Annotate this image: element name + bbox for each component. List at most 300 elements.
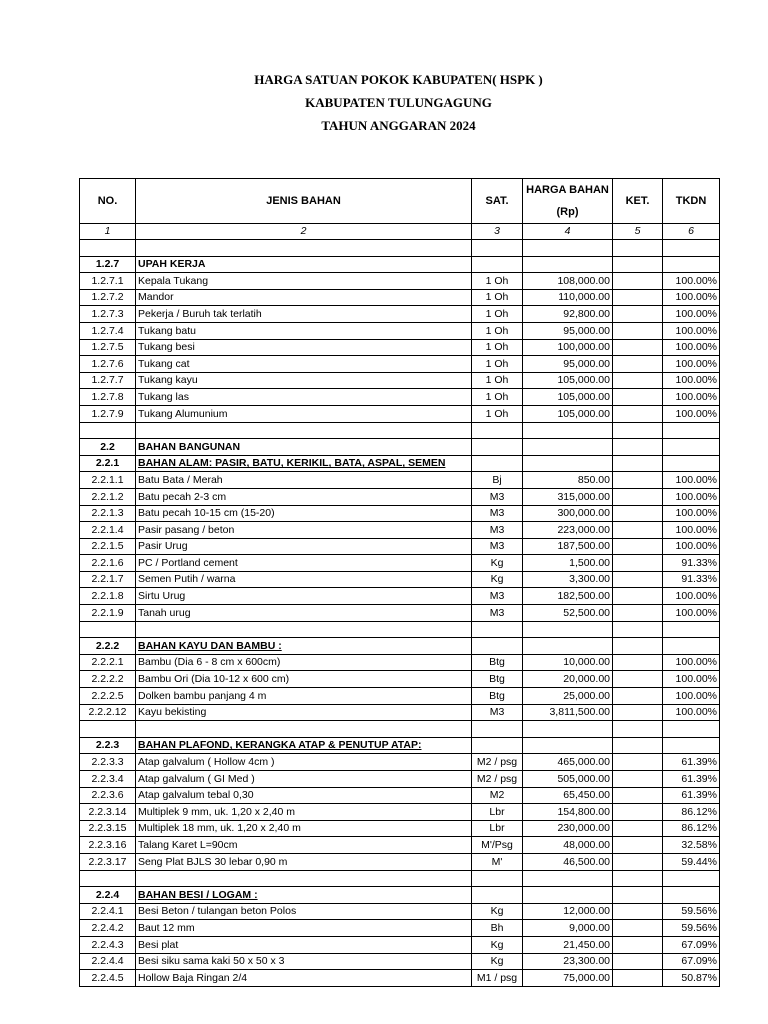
cell-harga: [523, 256, 613, 273]
cell-sat: M2 / psg: [472, 771, 523, 788]
blank-row: [80, 621, 720, 638]
cell-tkdn: [663, 439, 720, 456]
table-row: [80, 538, 720, 555]
cell-harga: 505,000.00: [523, 771, 613, 788]
cell-sat: Btg: [472, 654, 523, 671]
cell-ket: [613, 372, 663, 389]
table-row: [80, 953, 720, 970]
cell-ket: [613, 422, 663, 439]
document-subtitle-region: KABUPATEN TULUNGAGUNG: [305, 95, 492, 110]
cell-no: 2.2.3.14: [80, 804, 136, 821]
section-title: BAHAN ALAM: PASIR, BATU, KERIKIL, BATA, ASPAL, SEMEN: [136, 455, 472, 472]
cell-jenis: Sirtu Urug: [136, 588, 472, 605]
cell-harga: 315,000.00: [523, 488, 613, 505]
cell-sat: [472, 721, 523, 738]
document-header: [0, 68, 768, 137]
cell-ket: [613, 688, 663, 705]
cell-tkdn: [663, 638, 720, 655]
cell-harga: 100,000.00: [523, 339, 613, 356]
header-harga-unit: (Rp): [556, 206, 579, 218]
table-row: [80, 488, 720, 505]
cell-no: 2.2.1.1: [80, 472, 136, 489]
table-row: [80, 605, 720, 622]
cell-harga: 850.00: [523, 472, 613, 489]
cell-harga: 46,500.00: [523, 853, 613, 870]
cell-ket: [613, 389, 663, 406]
cell-jenis: Semen Putih / warna: [136, 571, 472, 588]
cell-jenis: Kayu bekisting: [136, 704, 472, 721]
cell-ket: [613, 621, 663, 638]
cell-tkdn: 50.87%: [663, 970, 720, 987]
cell-harga: [523, 240, 613, 257]
cell-tkdn: [663, 887, 720, 904]
cell-harga: [523, 422, 613, 439]
cell-no: 1.2.7.8: [80, 389, 136, 406]
cell-jenis: [136, 721, 472, 738]
cell-sat: Lbr: [472, 804, 523, 821]
cell-sat: Btg: [472, 671, 523, 688]
cell-sat: Bh: [472, 920, 523, 937]
cell-harga: 52,500.00: [523, 605, 613, 622]
header-no: NO.: [80, 179, 136, 224]
cell-no: 2.2.3.3: [80, 754, 136, 771]
cell-ket: [613, 754, 663, 771]
table-row: [80, 804, 720, 821]
cell-jenis: Seng Plat BJLS 30 lebar 0,90 m: [136, 853, 472, 870]
cell-no: 2.2.1.5: [80, 538, 136, 555]
cell-harga: 465,000.00: [523, 754, 613, 771]
cell-harga: 9,000.00: [523, 920, 613, 937]
cell-sat: M3: [472, 538, 523, 555]
table-row: [80, 405, 720, 422]
cell-ket: [613, 522, 663, 539]
table-row: [80, 571, 720, 588]
document-title: HARGA SATUAN POKOK KABUPATEN( HSPK ): [254, 72, 543, 87]
table-row: [80, 704, 720, 721]
cell-sat: M3: [472, 522, 523, 539]
table-row: [80, 654, 720, 671]
cell-ket: [613, 289, 663, 306]
cell-ket: [613, 737, 663, 754]
cell-sat: 1 Oh: [472, 289, 523, 306]
section-row: [80, 887, 720, 904]
header-jenis-bahan: JENIS BAHAN: [136, 179, 472, 224]
cell-tkdn: 100.00%: [663, 488, 720, 505]
table-row: [80, 787, 720, 804]
cell-no: 2.2.3.6: [80, 787, 136, 804]
cell-no: 2.2.3.16: [80, 837, 136, 854]
cell-harga: 223,000.00: [523, 522, 613, 539]
cell-ket: [613, 671, 663, 688]
cell-ket: [613, 555, 663, 572]
cell-jenis: Dolken bambu panjang 4 m: [136, 688, 472, 705]
cell-jenis: Tukang batu: [136, 322, 472, 339]
cell-ket: [613, 787, 663, 804]
cell-no: 1.2.7.7: [80, 372, 136, 389]
cell-no: 2.2.2.1: [80, 654, 136, 671]
cell-harga: 25,000.00: [523, 688, 613, 705]
cell-ket: [613, 588, 663, 605]
section-row: [80, 256, 720, 273]
cell-no: 1.2.7.4: [80, 322, 136, 339]
section-row: [80, 439, 720, 456]
cell-jenis: Baut 12 mm: [136, 920, 472, 937]
cell-harga: 12,000.00: [523, 903, 613, 920]
cell-ket: [613, 439, 663, 456]
cell-no: 1.2.7.2: [80, 289, 136, 306]
cell-tkdn: [663, 240, 720, 257]
cell-no: [80, 870, 136, 887]
cell-no: 2.2.4.2: [80, 920, 136, 937]
document-subtitle-year: TAHUN ANGGARAN 2024: [321, 118, 476, 133]
cell-jenis: Bambu Ori (Dia 10-12 x 600 cm): [136, 671, 472, 688]
cell-no: 2.2: [80, 439, 136, 456]
cell-harga: [523, 870, 613, 887]
cell-sat: Kg: [472, 903, 523, 920]
cell-jenis: Batu pecah 2-3 cm: [136, 488, 472, 505]
table-row: [80, 837, 720, 854]
cell-jenis: Multiplek 18 mm, uk. 1,20 x 2,40 m: [136, 820, 472, 837]
table-row: [80, 339, 720, 356]
cell-no: 1.2.7.6: [80, 356, 136, 373]
section-title: BAHAN BANGUNAN: [136, 439, 472, 456]
cell-tkdn: 100.00%: [663, 289, 720, 306]
cell-jenis: Tukang Alumunium: [136, 405, 472, 422]
table-row: [80, 372, 720, 389]
cell-no: 2.2.4.5: [80, 970, 136, 987]
cell-ket: [613, 721, 663, 738]
cell-sat: M3: [472, 588, 523, 605]
table-row: [80, 588, 720, 605]
cell-tkdn: 100.00%: [663, 522, 720, 539]
table-row: [80, 472, 720, 489]
header-keterangan: KET.: [613, 179, 663, 224]
cell-no: 2.2.3.15: [80, 820, 136, 837]
cell-sat: M2 / psg: [472, 754, 523, 771]
cell-no: 2.2.4.3: [80, 936, 136, 953]
cell-jenis: Pasir Urug: [136, 538, 472, 555]
cell-no: 2.2.1.7: [80, 571, 136, 588]
cell-jenis: Batu Bata / Merah: [136, 472, 472, 489]
cell-tkdn: 100.00%: [663, 273, 720, 290]
table-row: [80, 356, 720, 373]
cell-tkdn: 100.00%: [663, 372, 720, 389]
table-body: [80, 240, 720, 987]
table-row: [80, 754, 720, 771]
cell-tkdn: 100.00%: [663, 654, 720, 671]
cell-ket: [613, 538, 663, 555]
cell-no: 1.2.7.9: [80, 405, 136, 422]
cell-ket: [613, 405, 663, 422]
blank-row: [80, 240, 720, 257]
cell-jenis: Mandor: [136, 289, 472, 306]
section-title: BAHAN BESI / LOGAM :: [136, 887, 472, 904]
cell-tkdn: 61.39%: [663, 771, 720, 788]
table-row: [80, 322, 720, 339]
blank-row: [80, 721, 720, 738]
cell-harga: 105,000.00: [523, 405, 613, 422]
cell-sat: M'/Psg: [472, 837, 523, 854]
cell-jenis: PC / Portland cement: [136, 555, 472, 572]
table-row: [80, 389, 720, 406]
column-number: 6: [663, 224, 720, 240]
cell-harga: 110,000.00: [523, 289, 613, 306]
cell-ket: [613, 339, 663, 356]
cell-no: [80, 240, 136, 257]
cell-sat: M2: [472, 787, 523, 804]
cell-no: 2.2.2.12: [80, 704, 136, 721]
cell-tkdn: 32.58%: [663, 837, 720, 854]
cell-harga: [523, 887, 613, 904]
cell-sat: Bj: [472, 472, 523, 489]
cell-no: 2.2.1.4: [80, 522, 136, 539]
cell-sat: Kg: [472, 953, 523, 970]
cell-no: 2.2.1.2: [80, 488, 136, 505]
cell-sat: [472, 621, 523, 638]
cell-harga: [523, 721, 613, 738]
cell-sat: 1 Oh: [472, 306, 523, 323]
cell-sat: M3: [472, 488, 523, 505]
cell-ket: [613, 970, 663, 987]
cell-sat: Btg: [472, 688, 523, 705]
cell-harga: 21,450.00: [523, 936, 613, 953]
header-harga-label: HARGA BAHAN: [526, 184, 609, 196]
cell-jenis: Atap galvalum tebal 0,30: [136, 787, 472, 804]
cell-sat: 1 Oh: [472, 389, 523, 406]
cell-tkdn: [663, 455, 720, 472]
cell-tkdn: 100.00%: [663, 356, 720, 373]
cell-sat: M': [472, 853, 523, 870]
cell-sat: [472, 240, 523, 257]
cell-jenis: Besi siku sama kaki 50 x 50 x 3: [136, 953, 472, 970]
cell-sat: [472, 638, 523, 655]
column-number: 2: [136, 224, 472, 240]
cell-sat: 1 Oh: [472, 339, 523, 356]
cell-harga: 23,300.00: [523, 953, 613, 970]
cell-sat: [472, 455, 523, 472]
cell-sat: 1 Oh: [472, 356, 523, 373]
cell-ket: [613, 505, 663, 522]
cell-tkdn: [663, 422, 720, 439]
cell-harga: 230,000.00: [523, 820, 613, 837]
table-row: [80, 522, 720, 539]
cell-tkdn: 100.00%: [663, 605, 720, 622]
cell-sat: 1 Oh: [472, 322, 523, 339]
table-header-row: [80, 179, 720, 224]
cell-harga: 182,500.00: [523, 588, 613, 605]
cell-no: 2.2.1.9: [80, 605, 136, 622]
cell-ket: [613, 804, 663, 821]
cell-no: 2.2.4.1: [80, 903, 136, 920]
cell-no: 2.2.4.4: [80, 953, 136, 970]
table-row: [80, 903, 720, 920]
cell-tkdn: 61.39%: [663, 787, 720, 804]
cell-harga: [523, 638, 613, 655]
cell-ket: [613, 256, 663, 273]
column-number-row: [80, 224, 720, 240]
cell-ket: [613, 306, 663, 323]
cell-harga: 300,000.00: [523, 505, 613, 522]
cell-jenis: Besi Beton / tulangan beton Polos: [136, 903, 472, 920]
table-row: [80, 289, 720, 306]
column-number: 1: [80, 224, 136, 240]
header-satuan: SAT.: [472, 179, 523, 224]
cell-no: 2.2.1.3: [80, 505, 136, 522]
cell-ket: [613, 488, 663, 505]
cell-tkdn: [663, 621, 720, 638]
cell-tkdn: 59.44%: [663, 853, 720, 870]
column-number: 4: [523, 224, 613, 240]
cell-sat: 1 Oh: [472, 273, 523, 290]
cell-harga: 154,800.00: [523, 804, 613, 821]
section-title: BAHAN KAYU DAN BAMBU :: [136, 638, 472, 655]
cell-jenis: Tukang cat: [136, 356, 472, 373]
cell-tkdn: [663, 870, 720, 887]
cell-no: [80, 621, 136, 638]
cell-ket: [613, 887, 663, 904]
cell-ket: [613, 837, 663, 854]
cell-jenis: Hollow Baja Ringan 2/4: [136, 970, 472, 987]
cell-jenis: Tukang besi: [136, 339, 472, 356]
cell-sat: 1 Oh: [472, 405, 523, 422]
cell-tkdn: [663, 721, 720, 738]
section-row: [80, 638, 720, 655]
cell-jenis: [136, 422, 472, 439]
cell-no: 2.2.2.5: [80, 688, 136, 705]
cell-no: 1.2.7.5: [80, 339, 136, 356]
cell-no: 2.2.1.8: [80, 588, 136, 605]
cell-ket: [613, 322, 663, 339]
cell-tkdn: 91.33%: [663, 555, 720, 572]
cell-ket: [613, 240, 663, 257]
cell-sat: M3: [472, 605, 523, 622]
cell-ket: [613, 571, 663, 588]
column-number: 3: [472, 224, 523, 240]
cell-ket: [613, 455, 663, 472]
price-table: [79, 178, 720, 987]
cell-sat: [472, 737, 523, 754]
cell-no: 1.2.7: [80, 256, 136, 273]
table-row: [80, 936, 720, 953]
table-row: [80, 853, 720, 870]
cell-ket: [613, 472, 663, 489]
cell-tkdn: 100.00%: [663, 322, 720, 339]
cell-jenis: Atap galvalum ( Hollow 4cm ): [136, 754, 472, 771]
table-row: [80, 505, 720, 522]
section-title: BAHAN PLAFOND, KERANGKA ATAP & PENUTUP ATAP:: [136, 737, 472, 754]
cell-jenis: Besi plat: [136, 936, 472, 953]
cell-harga: 75,000.00: [523, 970, 613, 987]
cell-harga: 3,811,500.00: [523, 704, 613, 721]
cell-harga: 65,450.00: [523, 787, 613, 804]
cell-tkdn: 100.00%: [663, 671, 720, 688]
cell-ket: [613, 273, 663, 290]
cell-jenis: [136, 621, 472, 638]
cell-ket: [613, 654, 663, 671]
cell-tkdn: 100.00%: [663, 472, 720, 489]
cell-tkdn: 67.09%: [663, 936, 720, 953]
cell-jenis: Pekerja / Buruh tak terlatih: [136, 306, 472, 323]
cell-harga: 105,000.00: [523, 372, 613, 389]
cell-ket: [613, 870, 663, 887]
cell-jenis: Bambu (Dia 6 - 8 cm x 600cm): [136, 654, 472, 671]
cell-no: 2.2.3: [80, 737, 136, 754]
table-row: [80, 273, 720, 290]
table-row: [80, 820, 720, 837]
table-row: [80, 920, 720, 937]
cell-sat: [472, 256, 523, 273]
cell-harga: 10,000.00: [523, 654, 613, 671]
cell-tkdn: 100.00%: [663, 389, 720, 406]
cell-tkdn: 59.56%: [663, 920, 720, 937]
cell-ket: [613, 820, 663, 837]
cell-jenis: Pasir pasang / beton: [136, 522, 472, 539]
cell-jenis: Multiplek 9 mm, uk. 1,20 x 2,40 m: [136, 804, 472, 821]
cell-ket: [613, 953, 663, 970]
cell-tkdn: 86.12%: [663, 820, 720, 837]
cell-harga: 92,800.00: [523, 306, 613, 323]
cell-ket: [613, 771, 663, 788]
cell-sat: [472, 439, 523, 456]
cell-ket: [613, 920, 663, 937]
cell-tkdn: 100.00%: [663, 405, 720, 422]
cell-no: 2.2.3.17: [80, 853, 136, 870]
cell-tkdn: 100.00%: [663, 538, 720, 555]
cell-no: 2.2.1: [80, 455, 136, 472]
blank-row: [80, 422, 720, 439]
cell-sat: [472, 887, 523, 904]
cell-jenis: [136, 870, 472, 887]
cell-sat: Lbr: [472, 820, 523, 837]
section-row: [80, 455, 720, 472]
cell-jenis: Tukang las: [136, 389, 472, 406]
cell-no: 2.2.3.4: [80, 771, 136, 788]
cell-no: 2.2.2: [80, 638, 136, 655]
cell-tkdn: 86.12%: [663, 804, 720, 821]
cell-tkdn: 100.00%: [663, 306, 720, 323]
cell-tkdn: 100.00%: [663, 588, 720, 605]
cell-ket: [613, 704, 663, 721]
table-row: [80, 688, 720, 705]
cell-sat: M3: [472, 505, 523, 522]
table-row: [80, 555, 720, 572]
cell-tkdn: 100.00%: [663, 505, 720, 522]
cell-harga: [523, 621, 613, 638]
cell-ket: [613, 605, 663, 622]
cell-jenis: Batu pecah 10-15 cm (15-20): [136, 505, 472, 522]
cell-harga: [523, 737, 613, 754]
cell-no: 2.2.4: [80, 887, 136, 904]
cell-no: [80, 721, 136, 738]
cell-harga: 108,000.00: [523, 273, 613, 290]
cell-ket: [613, 638, 663, 655]
cell-jenis: Tanah urug: [136, 605, 472, 622]
cell-tkdn: [663, 256, 720, 273]
cell-jenis: Talang Karet L=90cm: [136, 837, 472, 854]
cell-tkdn: 100.00%: [663, 339, 720, 356]
column-number: 5: [613, 224, 663, 240]
cell-jenis: Atap galvalum ( GI Med ): [136, 771, 472, 788]
cell-tkdn: [663, 737, 720, 754]
cell-sat: Kg: [472, 936, 523, 953]
cell-harga: 105,000.00: [523, 389, 613, 406]
section-title: UPAH KERJA: [136, 256, 472, 273]
cell-sat: [472, 422, 523, 439]
cell-tkdn: 61.39%: [663, 754, 720, 771]
cell-tkdn: 100.00%: [663, 688, 720, 705]
cell-tkdn: 67.09%: [663, 953, 720, 970]
cell-tkdn: 100.00%: [663, 704, 720, 721]
